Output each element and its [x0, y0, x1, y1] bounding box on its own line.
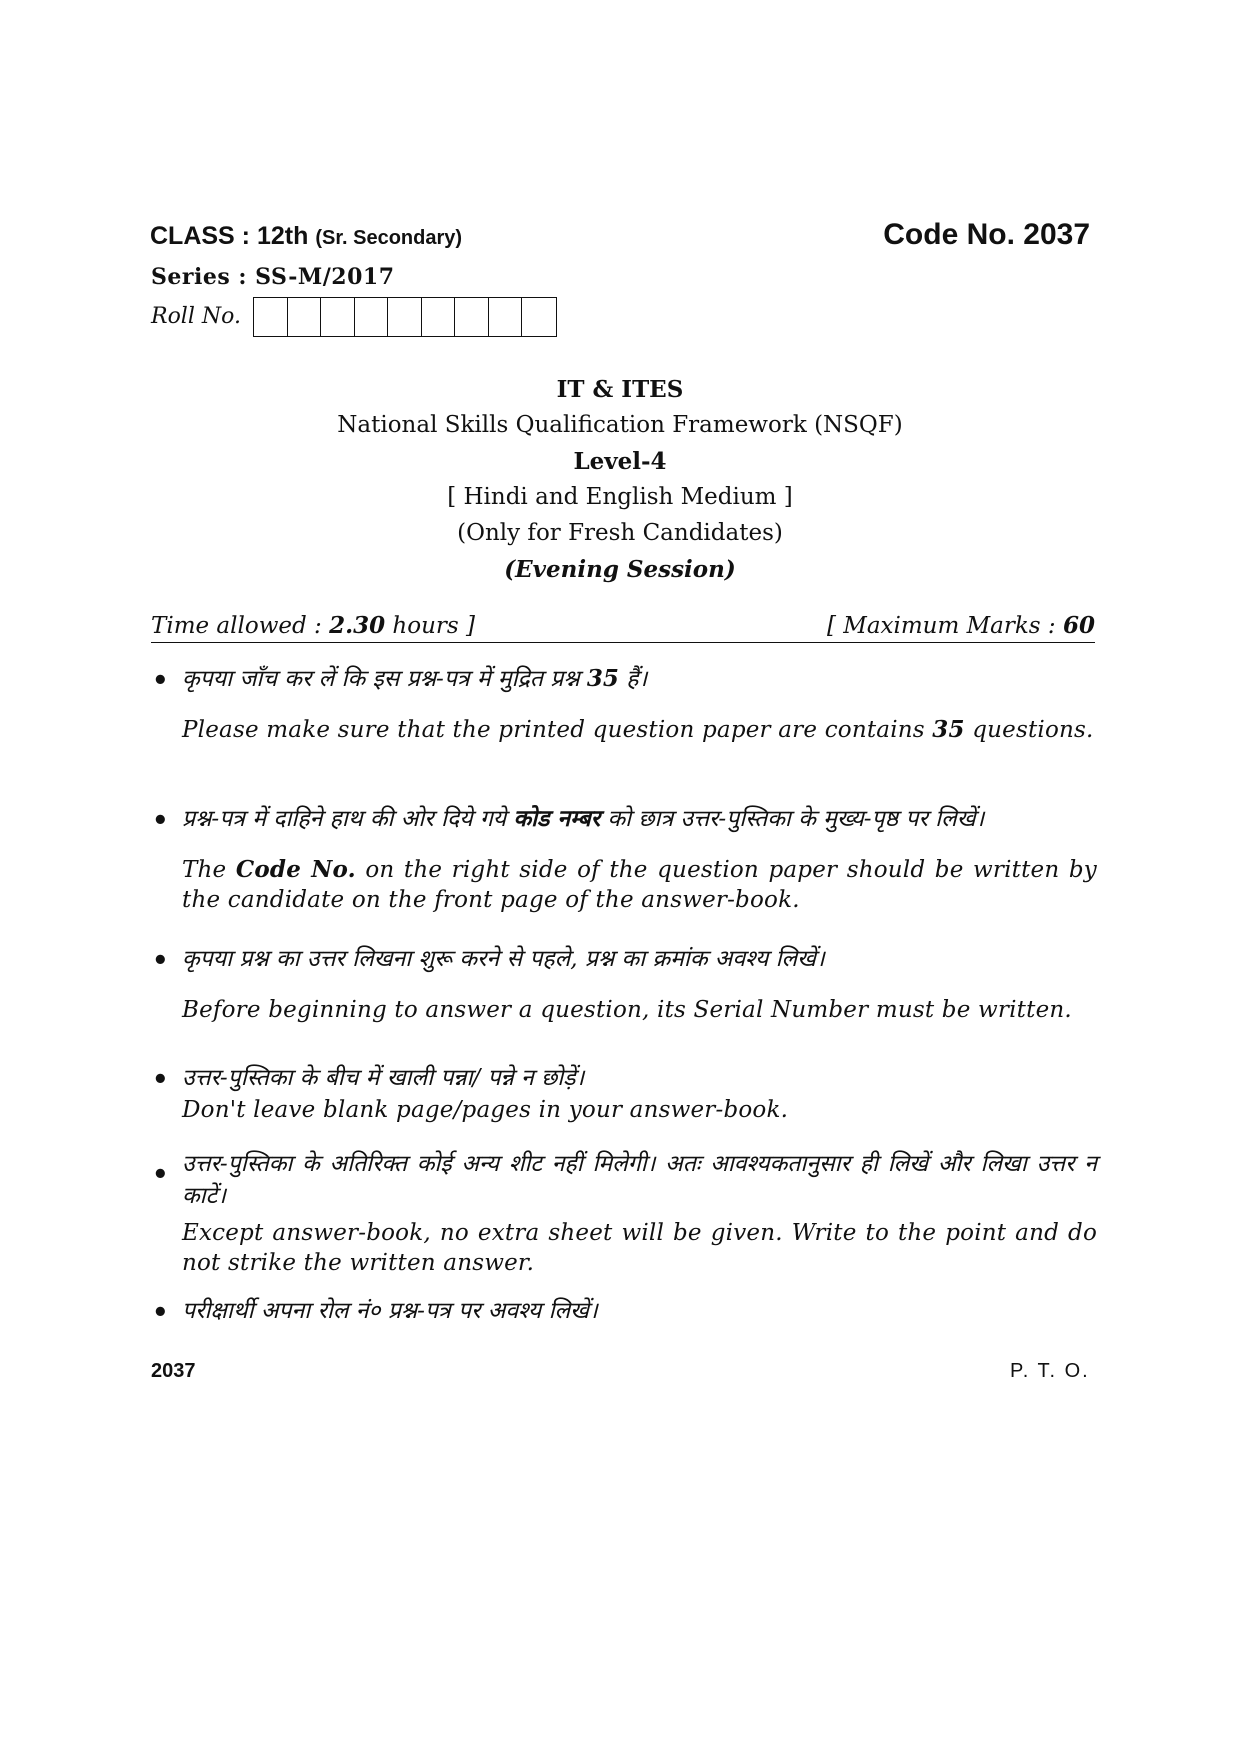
- instruction-2-english: The Code No. on the right side of the question paper should be written by the candidate on the front page of the answer-book.: [182, 856, 1097, 913]
- candidates-note: (Only for Fresh Candidates): [457, 520, 783, 546]
- roll-number-box[interactable]: [422, 298, 456, 336]
- bullet-icon: •: [152, 1160, 169, 1190]
- roll-number-box[interactable]: [455, 298, 489, 336]
- bullet-icon: •: [152, 666, 169, 696]
- instruction-5-hindi: उत्तर-पुस्तिका के अतिरिक्त कोई अन्य शीट नहीं मिलेगी। अतः आवश्यकतानुसार ही लिखें और लिखा उत्तर न काटें।: [182, 1151, 1097, 1209]
- footer-pto: P. T. O.: [1010, 1360, 1090, 1382]
- instruction-1-hindi: कृपया जाँच कर लें कि इस प्रश्न-पत्र में मुद्रित प्रश्न 35 हैं।: [182, 665, 648, 692]
- series-label: Series : SS-M/2017: [151, 264, 395, 290]
- roll-number-box[interactable]: [254, 298, 288, 336]
- marks-value: 60: [1062, 612, 1095, 639]
- roll-number-box[interactable]: [489, 298, 523, 336]
- time-label: Time allowed :: [151, 613, 330, 639]
- instruction-2-hindi: प्रश्न-पत्र में दाहिने हाथ की ओर दिये गये कोड नम्बर को छात्र उत्तर-पुस्तिका के मुख्य-पृष्ठ पर लिखें।: [182, 805, 985, 832]
- roll-number-box[interactable]: [522, 298, 556, 336]
- session-note: (Evening Session): [504, 556, 736, 583]
- instruction-4-english: Don't leave blank page/pages in your answer-book.: [182, 1097, 789, 1123]
- bullet-icon: •: [152, 1065, 169, 1095]
- roll-number-box[interactable]: [288, 298, 322, 336]
- bullet-icon: •: [152, 946, 169, 976]
- instruction-4-hindi: उत्तर-पुस्तिका के बीच में खाली पन्ना/ पन्ने न छोड़ें।: [182, 1065, 585, 1091]
- time-unit: hours ]: [385, 613, 475, 639]
- instruction-3-hindi: कृपया प्रश्न का उत्तर लिखना शुरू करने से पहले, प्रश्न का क्रमांक अवश्य लिखें।: [182, 946, 825, 972]
- marks-label: [ Maximum Marks :: [826, 613, 1063, 639]
- subject-title: IT & ITES: [556, 376, 684, 403]
- roll-number-box[interactable]: [355, 298, 389, 336]
- time-allowed: [151, 612, 475, 639]
- roll-number-box[interactable]: [388, 298, 422, 336]
- time-value: 2.30: [329, 612, 386, 639]
- roll-number-box[interactable]: [321, 298, 355, 336]
- header-divider: [151, 642, 1095, 643]
- class-main: CLASS : 12th: [150, 222, 309, 250]
- instruction-5-english: Except answer-book, no extra sheet will be given. Write to the point and do not strike the written answer.: [182, 1220, 1097, 1276]
- code-number: Code No. 2037: [883, 218, 1090, 251]
- roll-number-label: Roll No.: [151, 304, 241, 329]
- class-sub: (Sr. Secondary): [315, 227, 463, 249]
- roll-number-boxes: [253, 297, 557, 337]
- class-heading: [150, 222, 462, 251]
- footer-code: 2037: [151, 1360, 196, 1382]
- maximum-marks: [780, 612, 1095, 639]
- bullet-icon: •: [152, 1298, 169, 1328]
- medium-note: [ Hindi and English Medium ]: [447, 484, 793, 510]
- instruction-3-english: Before beginning to answer a question, its Serial Number must be written.: [182, 997, 1072, 1023]
- bullet-icon: •: [152, 806, 169, 836]
- level-title: Level-4: [573, 448, 667, 475]
- instruction-1-english: Please make sure that the printed question paper are contains 35 questions.: [182, 716, 1094, 743]
- framework-title: National Skills Qualification Framework (NSQF): [337, 412, 903, 438]
- instruction-6-hindi: परीक्षार्थी अपना रोल नं० प्रश्न-पत्र पर अवश्य लिखें।: [182, 1298, 598, 1324]
